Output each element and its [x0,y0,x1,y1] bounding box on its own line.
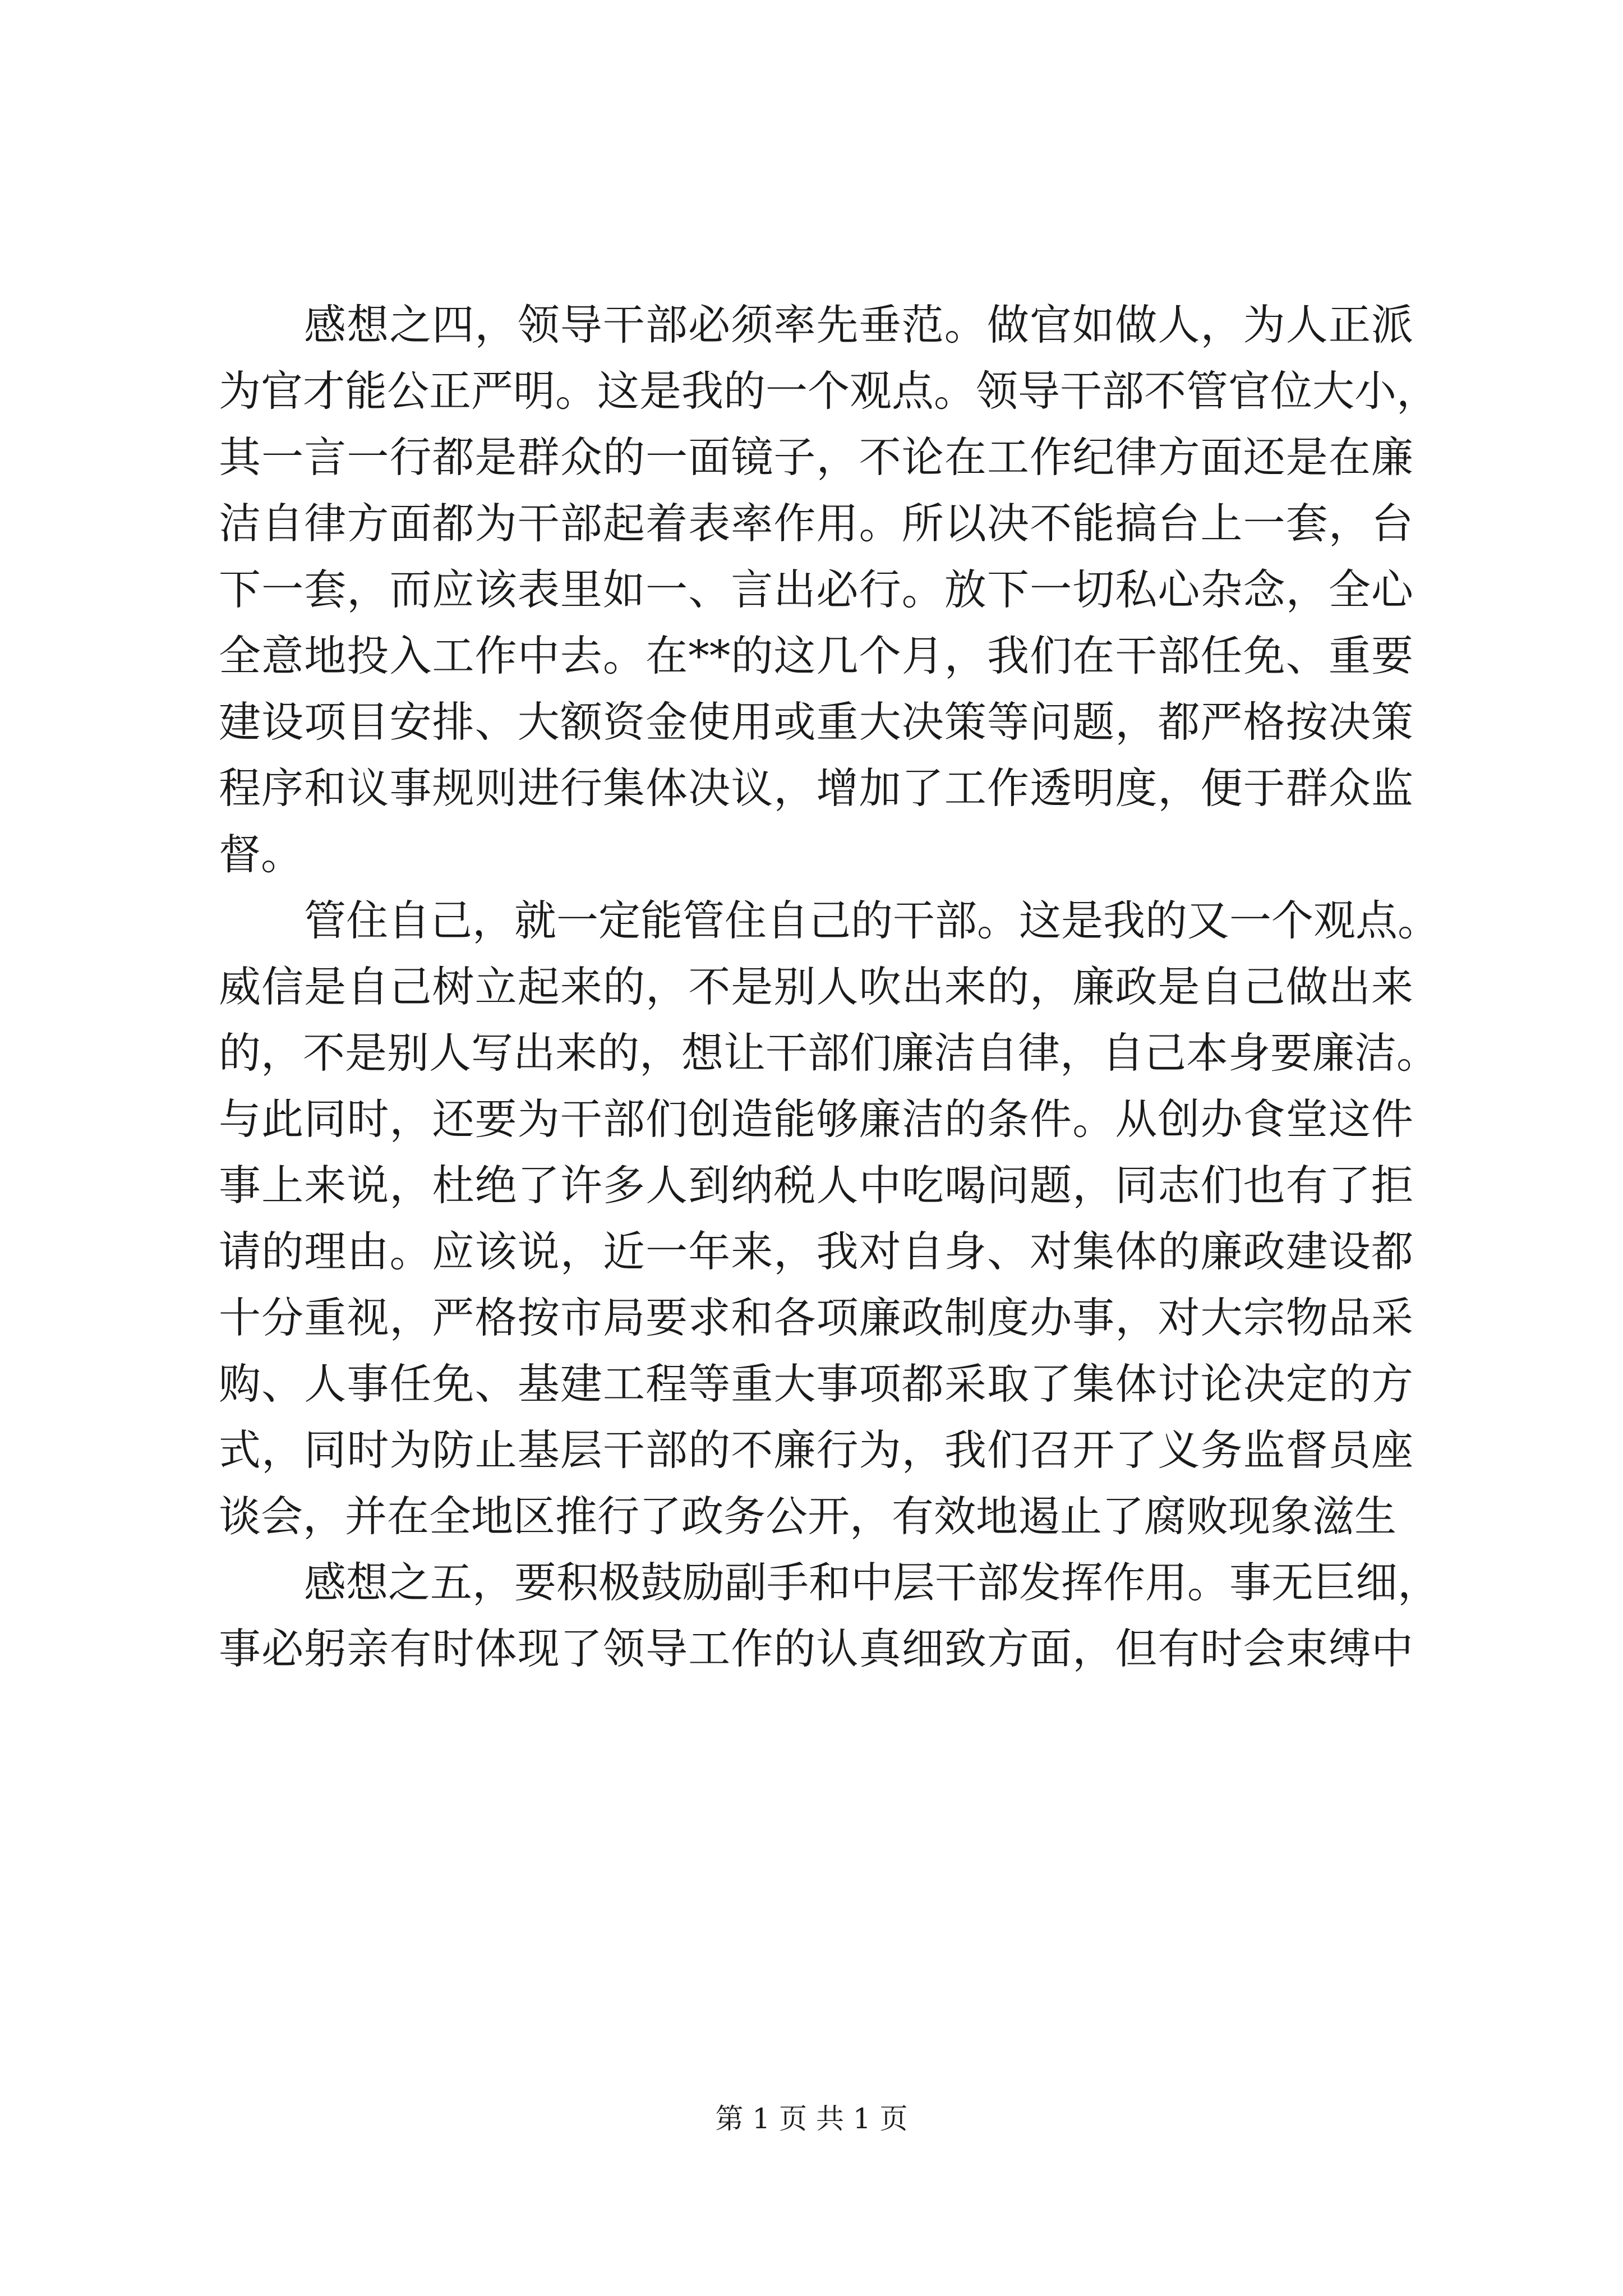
document-body [219,292,1440,1682]
text-line: 事必躬亲有时体现了领导工作的认真细致方面，但有时会束缚中 [219,1624,1413,1673]
text-line: 程序和议事规则进行集体决议，增加了工作透明度，便于群众监 [219,763,1413,813]
text-line: 购、人事任免、基建工程等重大事项都采取了集体讨论决定的方 [219,1359,1413,1409]
text-line: 为官才能公正严明。这是我的一个观点。领导干部不管官位大小， [219,366,1439,416]
text-line: 感想之四，领导干部必须率先垂范。做官如做人，为人正派 [304,300,1413,349]
text-line: 事上来说，杜绝了许多人到纳税人中吃喝问题，同志们也有了拒 [219,1161,1413,1210]
text-line: 的，不是别人写出来的，想让干部们廉洁自律，自己本身要廉洁。 [219,1028,1439,1078]
page-footer [0,2099,1623,2138]
text-line: 下一套，而应该表里如一、言出必行。放下一切私心杂念，全心 [219,565,1413,614]
paragraph-3 [219,1549,1440,1682]
paragraph-1 [219,292,1439,887]
text-line: 感想之五，要积极鼓励副手和中层干部发挥作用。事无巨细， [304,1558,1440,1607]
text-line: 十分重视，严格按市局要求和各项廉政制度办事，对大宗物品采 [219,1293,1413,1342]
text-line: 与此同时，还要为干部们创造能够廉洁的条件。从创办食堂这件 [219,1094,1413,1144]
text-line: 管住自己，就一定能管住自己的干部。这是我的又一个观点。 [304,896,1440,945]
text-line: 全意地投入工作中去。在**的这几个月，我们在干部任免、重要 [219,631,1413,680]
page-number-label: 第 1 页 共 1 页 [715,2102,908,2135]
text-line: 督。 [219,830,303,879]
text-line: 建设项目安排、大额资金使用或重大决策等问题，都严格按决策 [219,697,1413,747]
paragraph-2 [219,887,1440,1549]
text-line: 洁自律方面都为干部起着表率作用。所以决不能搞台上一套，台 [219,499,1413,548]
text-line: 请的理由。应该说，近一年来，我对自身、对集体的廉政建设都 [219,1227,1413,1276]
text-line: 谈会，并在全地区推行了政务公开，有效地遏止了腐败现象滋生 [219,1492,1397,1541]
text-line: 式，同时为防止基层干部的不廉行为，我们召开了义务监督员座 [219,1425,1413,1475]
text-line: 威信是自己树立起来的，不是别人吹出来的，廉政是自己做出来 [219,962,1413,1011]
text-line: 其一言一行都是群众的一面镜子，不论在工作纪律方面还是在廉 [219,432,1413,482]
